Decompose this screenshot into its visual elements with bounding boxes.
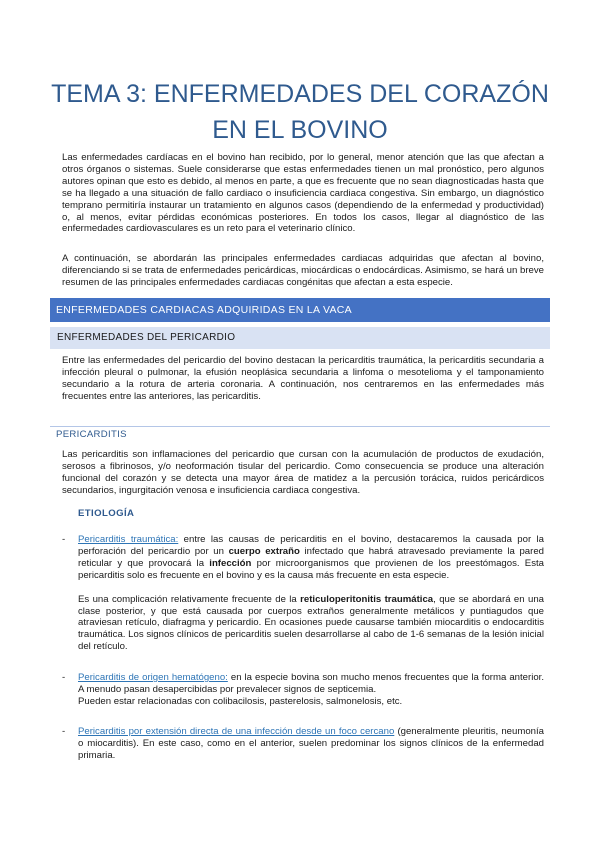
item-link[interactable]: Pericarditis de origen hematógeno: bbox=[78, 672, 228, 683]
item-text: en la especie bovina son mucho menos frecuentes que la forma anterior. A menudo pasan desapercibidas por prevalecer signos de septicemia. bbox=[78, 672, 544, 695]
list-item-text bbox=[78, 672, 544, 696]
etiology-heading: ETIOLOGÍA bbox=[78, 508, 135, 519]
item-text: infectado que habrá atravesado previamente la pared reticular y que provocará la bbox=[78, 545, 545, 569]
item-text: (generalmente pleuritis, neumonía o miocarditis). En este caso, como en el anterior, suelen predominar los signos clínicos de la enfermedad primaria. bbox=[78, 726, 544, 761]
list-bullet: - bbox=[62, 672, 66, 683]
list-item bbox=[62, 726, 544, 762]
intro-paragraph-1: Las enfermedades cardíacas en el bovino han recibido, por lo general, menor atención que las que afectan a otros órganos o sistemas. Suele considerarse que estas enfermedades tienen un mal pronóstico, pero algunos autores opinan que esto es debido, al menos en parte, a que es frecuente que no sean diagnosticadas hasta que se ha llegado a una situación de fallo cardiaco o insuficiencia cardiaca congestiva. Sin embargo, un diagnóstico temprano permitiría instaurar un tratamiento en algunos casos (dependiendo de la enfermedad y productividad) o, al menos, evitar pérdidas económicas posteriores. En todos los casos, llegar al diagnóstico de las enfermedades cardiovasculares es un reto para el veterinario clínico. bbox=[62, 152, 544, 235]
item-link[interactable]: Pericarditis por extensión directa de una infección desde un foco cercano bbox=[78, 726, 395, 737]
pericardium-paragraph: Entre las enfermedades del pericardio del bovino destacan la pericarditis traumática, la pericarditis secundaria a infección pleural o pulmonar, la efusión neoplásica secundaria a linfoma o mesotelioma y el tamponamiento secundario a la rotura de arteria coronaria. A continuación, nos centraremos en las enfermedades más frecuentes entre las anteriores, las pericarditis. bbox=[62, 355, 544, 402]
item-text: Es una complicación relativamente frecuente de la bbox=[78, 593, 301, 605]
list-item bbox=[62, 534, 544, 653]
page-title: TEMA 3: ENFERMEDADES DEL CORAZÓN EN EL BOVINO bbox=[51, 80, 549, 144]
list-item-text bbox=[78, 726, 544, 762]
item-text: por microorganismos que provienen de los preestómagos. Esta pericarditis solo es frecuente en el bovino y es la causa más frecuente en esta especie. bbox=[78, 557, 544, 581]
intro-paragraph-2: A continuación, se abordarán las principales enfermedades cardiacas adquiridas que afectan al bovino, diferenciando si se trata de enfermedades pericárdicas, miocárdicas o endocárdicas. Asimismo, se hará un breve resumen de las principales enfermedades cardiacas congénitas que afectan a esta especie. bbox=[62, 253, 544, 288]
subsection-heading-pericardium: ENFERMEDADES DEL PERICARDIO bbox=[50, 327, 550, 349]
list-item-continuation bbox=[78, 594, 544, 654]
subsection-heading-pericarditis: PERICARDITIS bbox=[50, 426, 550, 442]
list-bullet: - bbox=[62, 534, 66, 545]
item-bold: infección bbox=[209, 557, 252, 569]
item-text: entre las causas de pericarditis en el bovino, destacaremos la causada por la perforación del pericardio por un bbox=[78, 534, 545, 557]
section-heading-acquired-diseases: ENFERMEDADES CARDIACAS ADQUIRIDAS EN LA VACA bbox=[50, 298, 550, 322]
list-item bbox=[62, 672, 544, 708]
list-bullet: - bbox=[62, 726, 66, 737]
item-bold: cuerpo extraño bbox=[228, 545, 300, 557]
item-bold: reticuloperitonitis traumática bbox=[300, 593, 434, 605]
item-link[interactable]: Pericarditis traumática: bbox=[78, 534, 179, 545]
item-text: , que se abordará en una clase posterior, y que está causada por cuerpos extraños generalmente metálicos y puntiagudos que atraviesan retículo, diafragma y pericardio. En ocasiones puede causarse también miocarditis o endocarditis traumática. Los signos clínicos de pericarditis suelen desarrollarse al cabo de 1-6 semanas de la lesión inicial del retículo. bbox=[78, 593, 544, 653]
pericarditis-paragraph: Las pericarditis son inflamaciones del pericardio que cursan con la acumulación de productos de exudación, serosos a fibrinosos, y/o neoformación tisular del pericardio. Como consecuencia se produce una alteración funcional del corazón y se detecta una mayor área de matidez a la percusión torácica, ruidos pericárdicos secundarios, ingurgitación venosa e insuficiencia cardiaca congestiva. bbox=[62, 449, 544, 496]
list-item-text bbox=[78, 534, 544, 582]
list-item-text: Pueden estar relacionadas con colibacilosis, pasterelosis, salmonelosis, etc. bbox=[78, 695, 403, 707]
